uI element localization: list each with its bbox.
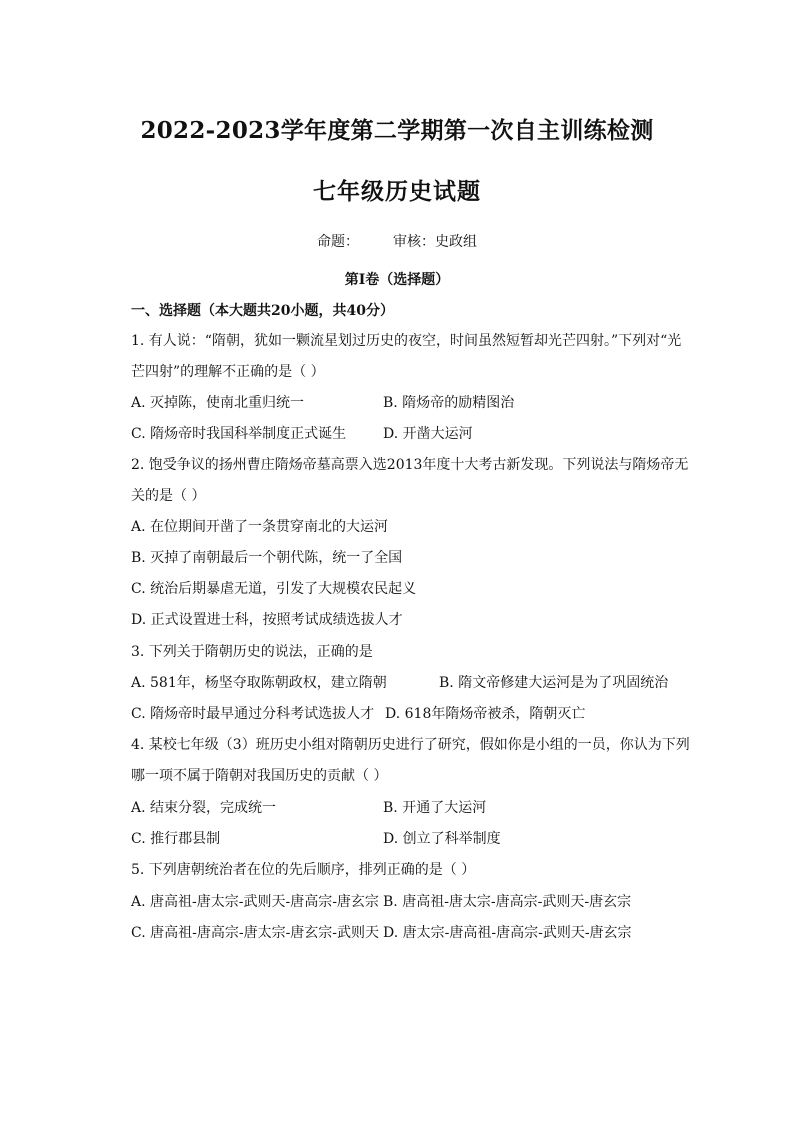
- question-3-option-c[interactable]: C. 隋炀帝时最早通过分科考试选拔人才: [131, 706, 375, 722]
- question-2-option-b[interactable]: B. 灭掉了南朝最后一个朝代陈，统一了全国: [131, 550, 403, 566]
- question-4-stem-line-1: 4. 某校七年级（3）班历史小组对隋朝历史进行了研究，假如你是小组的一员，你认为下列: [131, 737, 690, 753]
- question-5-option-d[interactable]: D. 唐太宗-唐高祖-唐高宗-武则天-唐玄宗: [383, 925, 632, 941]
- question-2-stem-line-1: 2. 饱受争议的扬州曹庄隋炀帝墓高票入选2013年度十大考古新发现。下列说法与隋炀帝无: [131, 457, 689, 473]
- question-2-option-c[interactable]: C. 统治后期暴虐无道，引发了大规模农民起义: [131, 581, 417, 597]
- question-2-stem-line-2: 关的是（ ）: [131, 488, 206, 504]
- section-title: 第Ⅰ卷（选择题）: [344, 272, 450, 288]
- question-1-option-b[interactable]: B. 隋炀帝的励精图治: [383, 395, 515, 411]
- part-heading: 一、选择题（本大题共20小题，共40分）: [131, 303, 394, 319]
- exam-title: 2022-2023学年度第二学期第一次自主训练检测: [140, 117, 654, 144]
- question-1-option-d[interactable]: D. 开凿大运河: [383, 426, 473, 442]
- question-2-option-d[interactable]: D. 正式设置进士科，按照考试成绩选拔人才: [131, 612, 403, 628]
- question-4-option-c[interactable]: C. 推行郡县制: [131, 831, 221, 847]
- question-1-stem-line-2: 芒四射”的理解不正确的是（ ）: [131, 364, 325, 380]
- question-3-option-d[interactable]: D. 618年隋炀帝被杀，隋朝灭亡: [385, 706, 586, 722]
- question-1-option-c[interactable]: C. 隋炀帝时我国科举制度正式诞生: [131, 426, 347, 442]
- reviewer-label: 审核：史政组: [393, 234, 477, 250]
- question-3-option-b[interactable]: B. 隋文帝修建大运河是为了巩固统治: [439, 675, 669, 691]
- exam-meta: [0, 231, 794, 251]
- question-5-option-b[interactable]: B. 唐高祖-唐太宗-唐高宗-武则天-唐玄宗: [383, 894, 632, 910]
- author-label: 命题：: [317, 234, 359, 250]
- question-3-option-a[interactable]: A. 581年，杨坚夺取陈朝政权，建立隋朝: [131, 675, 387, 691]
- question-4-option-a[interactable]: A. 结束分裂，完成统一: [131, 800, 277, 816]
- question-4-option-b[interactable]: B. 开通了大运河: [383, 800, 487, 816]
- question-4-stem-line-2: 哪一项不属于隋朝对我国历史的贡献（ ）: [131, 768, 388, 784]
- question-1-option-a[interactable]: A. 灭掉陈，使南北重归统一: [131, 395, 305, 411]
- question-5-stem-line-1: 5. 下列唐朝统治者在位的先后顺序，排列正确的是（ ）: [131, 862, 476, 878]
- question-3-stem-line-1: 3. 下列关于隋朝历史的说法，正确的是: [131, 644, 373, 660]
- question-5-option-a[interactable]: A. 唐高祖-唐太宗-武则天-唐高宗-唐玄宗: [131, 894, 379, 910]
- question-4-option-d[interactable]: D. 创立了科举制度: [383, 831, 501, 847]
- exam-subtitle: 七年级历史试题: [313, 178, 481, 205]
- question-1-stem-line-1: 1. 有人说：“隋朝，犹如一颗流星划过历史的夜空，时间虽然短暂却光芒四射。”下列对“光: [131, 333, 682, 349]
- question-2-option-a[interactable]: A. 在位期间开凿了一条贯穿南北的大运河: [131, 519, 389, 535]
- question-5-option-c[interactable]: C. 唐高祖-唐高宗-唐太宗-唐玄宗-武则天: [131, 925, 380, 941]
